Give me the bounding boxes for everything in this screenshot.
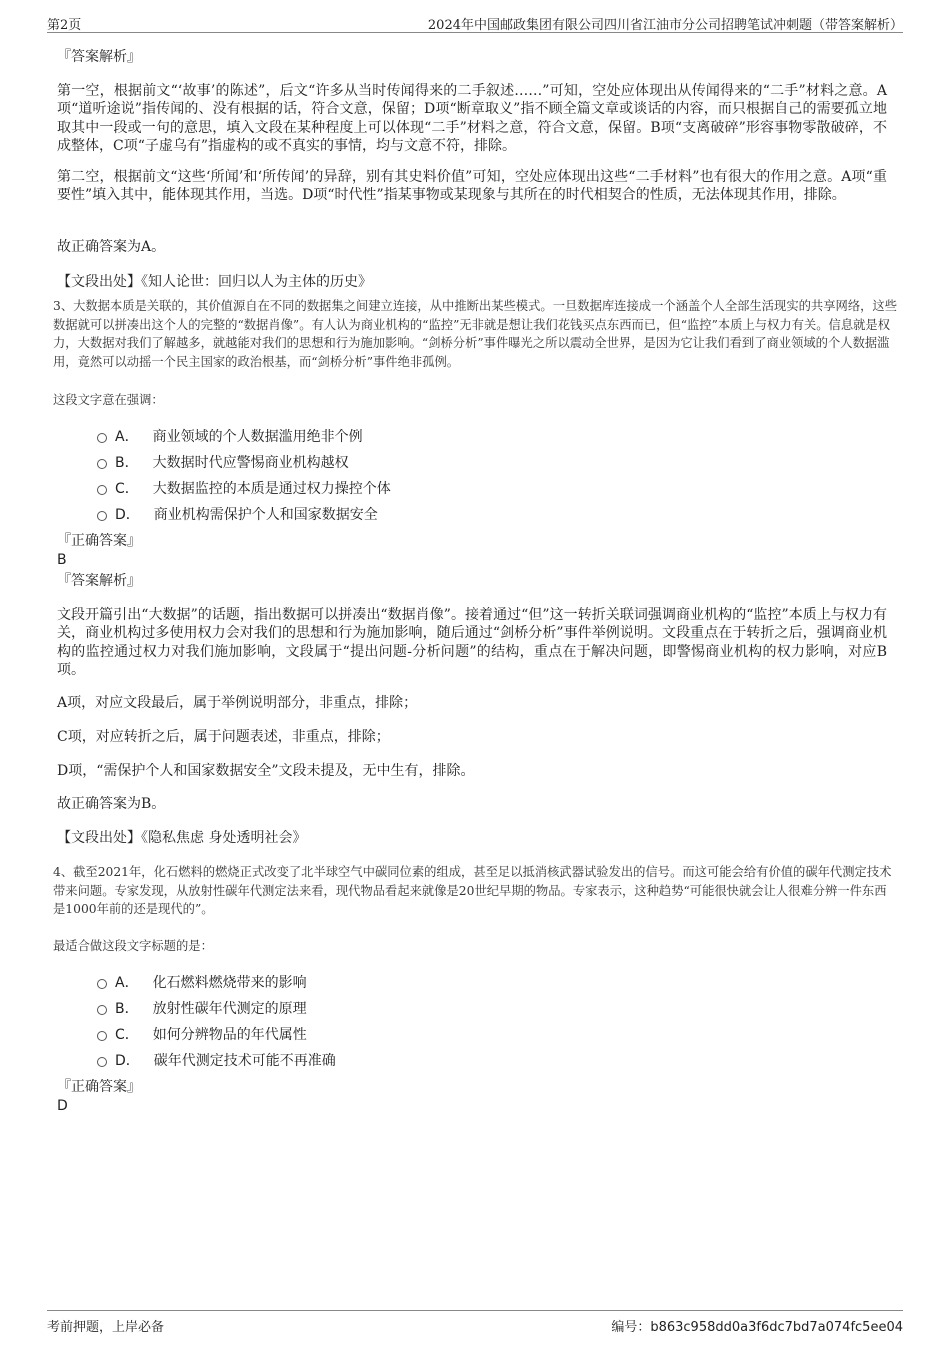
document-code-label: 编号： [611, 1320, 651, 1335]
q2-analysis-label: 『答案解析』 [57, 49, 141, 65]
q4-answer-label: 『正确答案』 [57, 1079, 141, 1095]
q4-question: 最适合做这段文字标题的是： [53, 939, 213, 953]
radio-icon[interactable] [97, 433, 107, 443]
q3-analysis-label: 『答案解析』 [57, 573, 141, 589]
document-code [611, 1316, 903, 1335]
q2-analysis-p1: 第一空，根据前文“‘故事’的陈述”，后文“许多从当时传闻得来的二手叙述……”可知，空处应体现出从传闻得来的“二手”材料之意。A项“道听途说”指传闻的、没有根据的话，符合文意，保留；D项“断章取义”指不顾全篇文章或谈话的内容，而只根据自己的需要孤立地取其中一段或一句的意思，填入文段在某种程度上可以体现“二手”材料之意，符合文意，保留。B项“支离破碎”形容事物零散破碎，不成整体，C项“子虚乌有”指虚构的或不真实的事情，均与文意不符，排除。 [57, 83, 887, 154]
footer-slogan: 考前押题，上岸必备 [47, 1320, 165, 1335]
radio-icon[interactable] [97, 979, 107, 989]
page-header [47, 10, 903, 33]
q3-answer-label: 『正确答案』 [57, 533, 141, 549]
page-footer [47, 1310, 903, 1335]
q4-stem: 4、截至2021年，化石燃料的燃烧正式改变了北半球空气中碳同位素的组成，甚至足以抵消核武器试验发出的信号。而这可能会给有价值的碳年代测定技术带来问题。专家发现，从放射性碳年代测定法来看，现代物品看起来就像是20世纪早期的物品。专家表示，这种趋势“可能很快就会让人很难分辨一件东西是1000年前的还是现代的”。 [53, 865, 892, 916]
q4-answer: D [57, 1098, 68, 1114]
radio-icon[interactable] [97, 1005, 107, 1015]
q3-question: 这段文字意在强调： [53, 393, 164, 407]
q4-option-d[interactable]: D． 碳年代测定技术可能不再准确 [97, 1050, 336, 1070]
q3-conclusion: 故正确答案为B。 [57, 796, 166, 812]
q2-source: 【文段出处】《知人论世：回归以人为主体的历史》 [57, 274, 372, 290]
q4-option-b[interactable]: B． 放射性碳年代测定的原理 [97, 998, 307, 1018]
document-title: 2024年中国邮政集团有限公司四川省江油市分公司招聘笔试冲刺题（带答案解析） [427, 18, 903, 33]
radio-icon[interactable] [97, 1057, 107, 1067]
radio-icon[interactable] [97, 511, 107, 521]
q3-analysis-d: D项，“需保护个人和国家数据安全”文段未提及，无中生有，排除。 [57, 763, 475, 779]
q3-source: 【文段出处】《隐私焦虑 身处透明社会》 [57, 830, 307, 846]
q3-analysis-p1: 文段开篇引出“大数据”的话题，指出数据可以拼凑出“数据肖像”。接着通过“但”这一转折关联词强调商业机构的“监控”本质上与权力有关，商业机构过多使用权力会对我们的思想和行为施加影响，随后通过“剑桥分析”事件举例说明。文段重点在于转折之后，强调商业机构的监控通过权力对我们施加影响，文段属于“提出问题-分析问题”的结构，重点在于解决问题，即警惕商业机构的权力影响，对应B项。 [57, 607, 887, 678]
page-number: 第2页 [47, 18, 82, 33]
q4-option-a[interactable]: A． 化石燃料燃烧带来的影响 [97, 972, 307, 992]
q3-analysis-c: C项，对应转折之后，属于问题表述，非重点，排除； [57, 729, 390, 745]
radio-icon[interactable] [97, 459, 107, 469]
q2-conclusion: 故正确答案为A。 [57, 239, 166, 255]
q3-option-a[interactable]: A． 商业领域的个人数据滥用绝非个例 [97, 426, 363, 446]
q2-analysis-p2: 第二空，根据前文“这些‘所闻’和‘所传闻’的异辞，别有其史料价值”可知，空处应体现出这些“二手材料”也有很大的作用之意。A项“重要性”填入其中，能体现其作用，当选。D项“时代性”指某事物或某现象与其所在的时代相契合的性质，无法体现其作用，排除。 [57, 169, 887, 204]
radio-icon[interactable] [97, 485, 107, 495]
q3-stem: 3、大数据本质是关联的，其价值源自在不同的数据集之间建立连接，从中推断出某些模式。一旦数据库连接成一个涵盖个人全部生活现实的共享网络，这些数据就可以拼凑出这个人的完整的“数据肖像”。有人认为商业机构的“监控”无非就是想让我们花钱买点东西而已，但“监控”本质上与权力有关。信息就是权力，大数据对我们了解越多，就越能对我们的思想和行为施加影响。“剑桥分析”事件曝光之所以震动全世界，是因为它让我们看到了商业领域的个人数据滥用，竟然可以动摇一个民主国家的政治根基，而“剑桥分析”事件绝非孤例。 [53, 299, 898, 369]
q4-option-c[interactable]: C． 如何分辨物品的年代属性 [97, 1024, 307, 1044]
q3-option-d[interactable]: D． 商业机构需保护个人和国家数据安全 [97, 504, 378, 524]
radio-icon[interactable] [97, 1031, 107, 1041]
q3-analysis-a: A项，对应文段最后，属于举例说明部分，非重点，排除； [57, 695, 418, 711]
q3-answer: B [57, 552, 67, 568]
q3-option-b[interactable]: B． 大数据时代应警惕商业机构越权 [97, 452, 349, 472]
q3-option-c[interactable]: C． 大数据监控的本质是通过权力操控个体 [97, 478, 391, 498]
document-code-value: b863c958dd0a3f6dc7bd7a074fc5ee04 [650, 1320, 903, 1335]
